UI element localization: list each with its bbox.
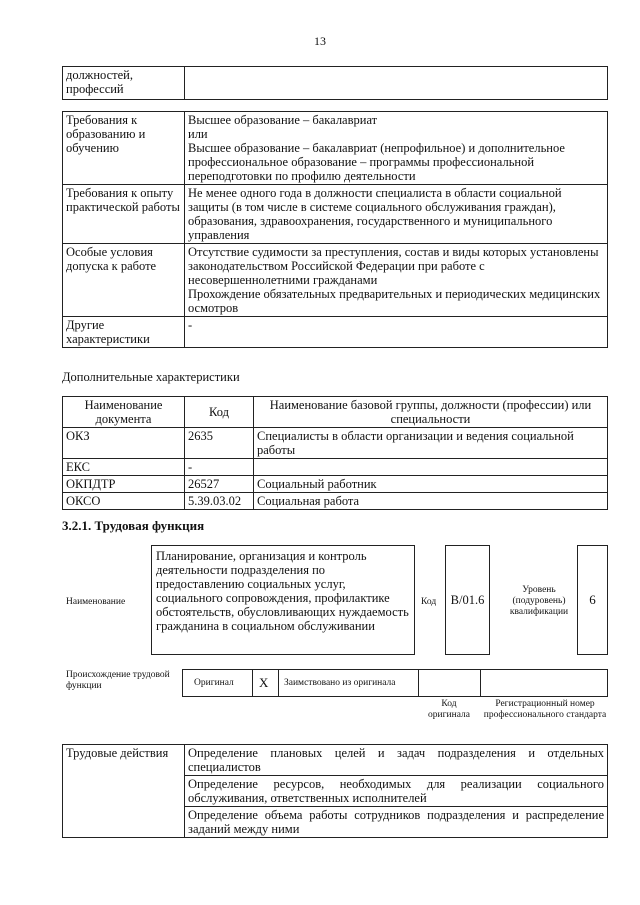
divider [480,669,481,697]
function-code-value: B/01.6 [450,592,485,607]
function-name-box: Планирование, организация и контроль деятельности подразделения по предоставлению социальных услуг, социального сопровождения, профилактике обстоятельств, обусловливающих нуждаемость гражданина в социальном обслуживании [151,545,415,655]
table-cell: ОКЗ [63,428,185,459]
requirement-label: Требования к опыту практической работы [63,185,185,244]
function-code-box [445,545,490,655]
action-item: Определение объема работы сотрудников подразделения и распределение заданий между ними [185,807,608,838]
origin-label: Происхождение трудовой функции [66,670,170,691]
requirement-line: Прохождение обязательных предварительных и периодических медицинских осмотров [188,287,601,315]
additional-title: Дополнительные характеристики [62,370,240,384]
table-row [63,745,608,776]
table-cell: ОКПДТР [63,476,185,493]
action-item: Определение плановых целей и задач подразделения и отдельных специалистов [185,745,608,776]
requirement-line: Высшее образование – бакалавриат (непрофильное) и дополнительное профессиональное образование – программы профессиональной переподготовки по профилю деятельности [188,141,565,183]
level-box [577,545,608,655]
table-row [63,112,608,185]
borrowed-label: Заимствовано из оригинала [284,678,396,688]
table-row [63,476,608,493]
function-heading: 3.2.1. Трудовая функция [62,518,205,533]
table-cell: ОКСО [63,493,185,510]
actions-label: Трудовые действия [63,745,185,838]
table-cell: Социальная работа [254,493,608,510]
requirements-table [62,111,608,348]
actions-table [62,744,608,838]
table-cell: Социальный работник [254,476,608,493]
requirement-line: - [188,318,193,332]
name-label: Наименование [66,597,126,607]
table-row [63,493,608,510]
table-row [63,317,608,348]
requirement-line: или [188,127,208,141]
requirement-line: Высшее образование – бакалавриат [188,113,378,127]
requirement-value [185,244,608,317]
requirement-line: Отсутствие судимости за преступления, состав и виды которых установлены законодательством Российской Федерации при работе с несовершеннолетними гражданами [188,245,599,287]
code-original-label: Код оригинала [428,699,470,720]
row-label: должностей, профессий [63,67,185,100]
requirement-value [185,185,608,244]
table-cell: ЕКС [63,459,185,476]
table-cell: 26527 [185,476,254,493]
requirement-value [185,112,608,185]
table-row [63,244,608,317]
level-value: 6 [589,592,596,607]
column-header: Наименование документа [63,397,185,428]
requirement-label: Особые условия допуска к работе [63,244,185,317]
action-item: Определение ресурсов, необходимых для реализации социального обслуживания, ответственных исполнителей [185,776,608,807]
original-label: Оригинал [194,678,234,688]
table-header-row [63,397,608,428]
divider [278,669,279,697]
level-label: Уровень (подуровень) квалификации [509,585,569,617]
divider [418,669,419,697]
table-cell [254,459,608,476]
requirement-label: Требования к образованию и обучению [63,112,185,185]
column-header: Код [185,397,254,428]
code-label: Код [421,597,437,607]
table-row [63,428,608,459]
continuation-table [62,66,608,100]
divider [252,669,253,697]
requirement-value [185,317,608,348]
table-row [63,185,608,244]
original-mark: X [259,675,269,690]
requirement-line: Не менее одного года в должности специалиста в области социальной защиты (в том числе в системе социального обслуживания граждан), образования, здравоохранения, государственного и муниципального управления [188,186,562,242]
additional-table [62,396,608,510]
table-cell: 2635 [185,428,254,459]
table-row [63,67,608,100]
row-value [185,67,608,100]
table-row [63,459,608,476]
table-cell: - [185,459,254,476]
page-number: 13 [314,34,326,48]
column-header: Наименование базовой группы, должности (профессии) или специальности [254,397,608,428]
table-cell: 5.39.03.02 [185,493,254,510]
table-cell: Специалисты в области организации и ведения социальной работы [254,428,608,459]
reg-number-label: Регистрационный номер профессионального стандарта [483,699,607,720]
requirement-label: Другие характеристики [63,317,185,348]
